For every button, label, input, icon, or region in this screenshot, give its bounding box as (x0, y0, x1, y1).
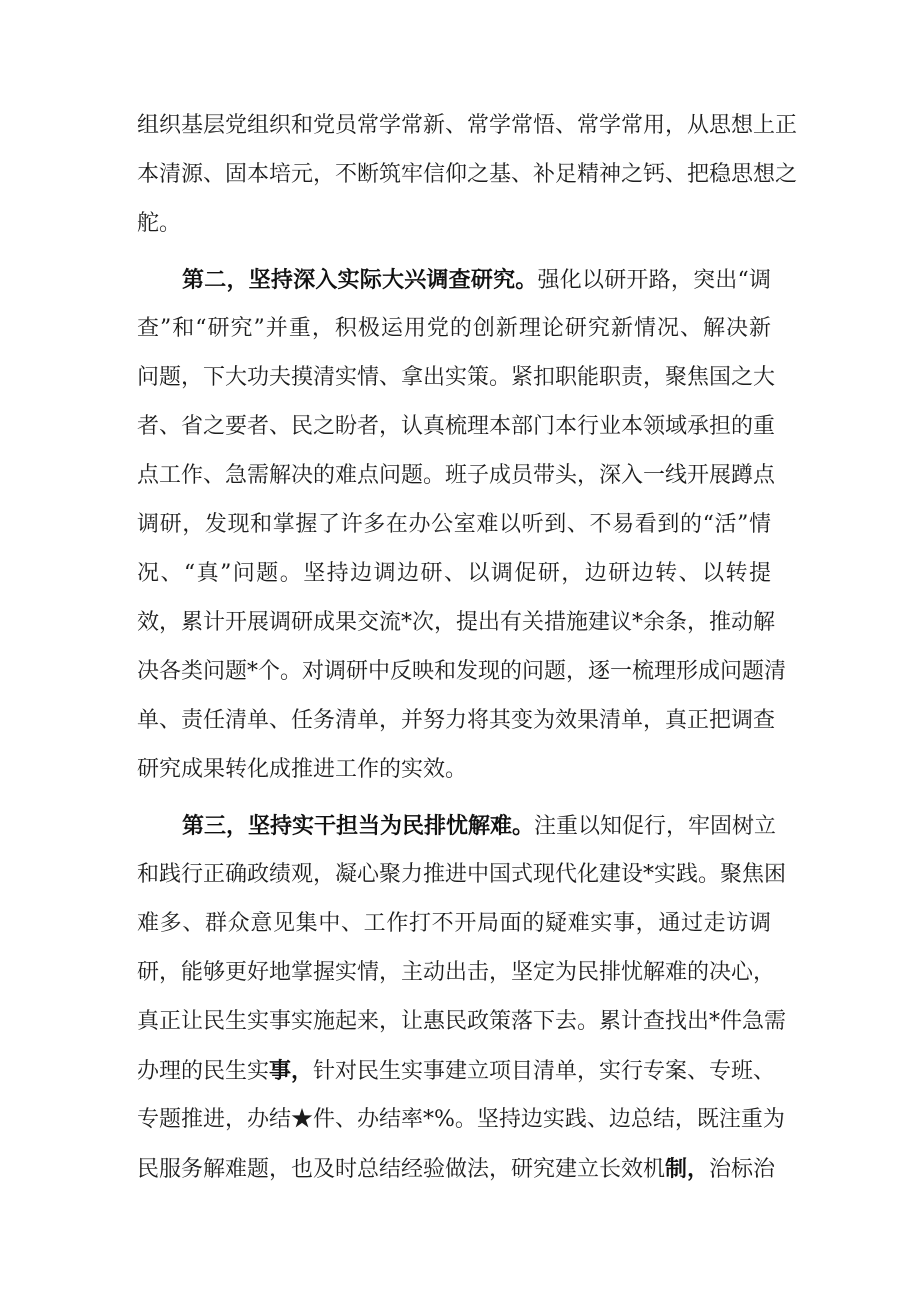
text-line (137, 206, 771, 242)
text-line (137, 752, 771, 788)
text-segment: 和践行正确政绩观，凝心聚力推进中国式现代化建设*实践。聚焦困 (137, 862, 787, 887)
text-line (137, 1053, 776, 1089)
text-segment: 办理的民生实 (137, 1059, 270, 1084)
text-line (137, 955, 776, 991)
text-line (137, 157, 798, 193)
text-segment: 难多、群众意见集中、工作打不开局面的疑难实事，通过走访调 (137, 911, 771, 936)
text-segment: 查”和“研究”并重，积极运用党的创新理论研究新情况、解决新 (137, 316, 771, 341)
text-line (137, 703, 776, 739)
text-segment: 民服务解难题，也及时总结经验做法，研究建立长效机 (137, 1157, 666, 1182)
text-line (137, 654, 787, 690)
text-segment: 本清源、固本培元，不断筑牢信仰之基、补足精神之钙、把稳思想之 (137, 162, 798, 187)
text-segment: 治标治 (709, 1157, 776, 1182)
text-line (137, 1102, 785, 1138)
text-line (182, 808, 777, 844)
text-line (137, 1004, 787, 1040)
text-line (137, 906, 771, 942)
bold-text-segment: 第三，坚持实干担当为民排忧解难。 (182, 813, 535, 839)
text-segment: 问题，下大功夫摸清实情、拿出实策。紧扣职能职责，聚焦国之大 (137, 365, 776, 390)
text-line (137, 605, 776, 641)
text-segment: 者、省之要者、民之盼者，认真梳理本部门本行业本领域承担的重 (137, 414, 776, 439)
text-segment: 真正让民生实事实施起来，让惠民政策落下去。累计查找出*件急需 (137, 1009, 787, 1034)
text-segment: 注重以知促行，牢固树立 (534, 814, 777, 839)
text-line (137, 857, 787, 893)
text-line (137, 556, 771, 592)
bold-text-segment: 制， (665, 1156, 710, 1182)
text-segment: 专题推进，办结★件、办结率*%。坚持边实践、边总结，既注重为 (137, 1107, 785, 1132)
bold-text-segment: 第二，坚持深入实际大兴调查研究。 (182, 267, 538, 293)
text-segment: 效，累计开展调研成果交流*次，提出有关措施建议*余条，推动解 (137, 610, 776, 635)
text-segment: 强化以研开路，突出“调 (537, 268, 771, 293)
text-line (137, 1151, 776, 1187)
text-segment: 组织基层党组织和党员常学常新、常学常悟、常学常用，从思想上正 (137, 113, 798, 138)
text-line (137, 507, 771, 543)
text-line (182, 262, 771, 298)
text-line (137, 360, 776, 396)
text-segment: 况、“真”问题。坚持边调边研、以调促研，边研边转、以转提 (137, 561, 771, 586)
text-segment: 调研，发现和掌握了许多在办公室难以听到、不易看到的“活”情 (137, 512, 771, 537)
text-segment: 决各类问题*个。对调研中反映和发现的问题，逐一梳理形成问题清 (137, 659, 787, 684)
text-line (137, 409, 776, 445)
text-line (137, 311, 771, 347)
bold-text-segment: 事， (269, 1058, 314, 1084)
text-segment: 研，能够更好地掌握实情，主动出击，坚定为民排忧解难的决心， (137, 960, 776, 985)
text-segment: 针对民生实事建立项目清单，实行专案、专班、 (313, 1059, 776, 1084)
text-segment: 研究成果转化成推进工作的实效。 (137, 757, 468, 782)
text-line (137, 458, 776, 494)
text-segment: 点工作、急需解决的难点问题。班子成员带头，深入一线开展蹲点 (137, 463, 776, 488)
text-line (137, 108, 798, 144)
text-segment: 舵。 (137, 211, 182, 236)
text-segment: 单、责任清单、任务清单，并努力将其变为效果清单，真正把调查 (137, 708, 776, 733)
